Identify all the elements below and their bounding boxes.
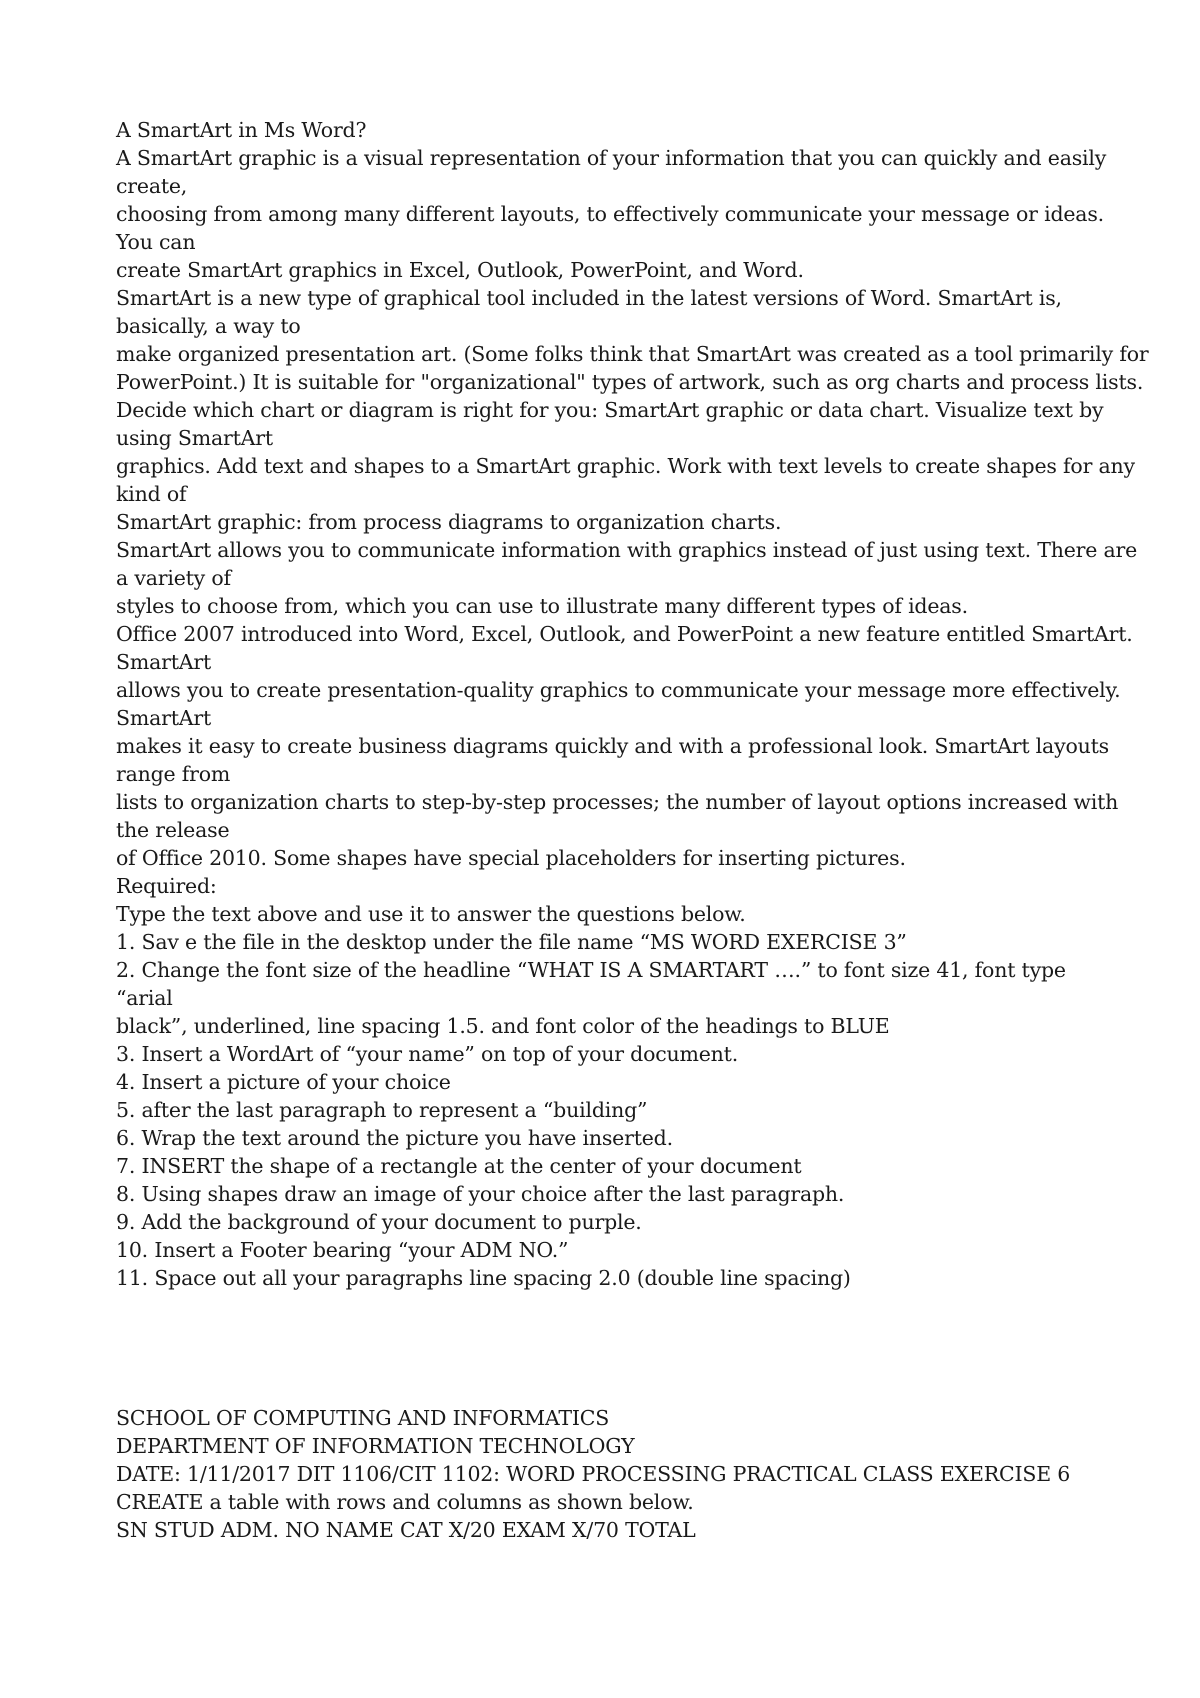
text-line: 7. INSERT the shape of a rectangle at the center of your document xyxy=(116,1154,802,1178)
text-line: Decide which chart or diagram is right for you: SmartArt graphic or data chart. Visualize text by xyxy=(116,398,1104,422)
text-line: PowerPoint.) It is suitable for "organizational" types of artwork, such as org charts and process lists. xyxy=(116,370,1144,394)
text-line: Required: xyxy=(116,874,217,898)
text-line: SmartArt is a new type of graphical tool included in the latest versions of Word. SmartArt is, xyxy=(116,286,1062,310)
text-line: 3. Insert a WordArt of “your name” on top of your document. xyxy=(116,1042,739,1066)
text-line: black”, underlined, line spacing 1.5. and font color of the headings to BLUE xyxy=(116,1014,890,1038)
text-line: make organized presentation art. (Some folks think that SmartArt was created as a tool primarily for xyxy=(116,342,1149,366)
text-line: using SmartArt xyxy=(116,426,273,450)
text-line: A SmartArt in Ms Word? xyxy=(116,118,367,142)
text-line: styles to choose from, which you can use to illustrate many different types of ideas. xyxy=(116,594,968,618)
text-line: 1. Sav e the file in the desktop under the file name “MS WORD EXERCISE 3” xyxy=(116,930,907,954)
text-line: 6. Wrap the text around the picture you have inserted. xyxy=(116,1126,673,1150)
text-line: lists to organization charts to step-by-step processes; the number of layout options increased with xyxy=(116,790,1119,814)
spacer xyxy=(116,1292,1096,1404)
text-line: range from xyxy=(116,762,231,786)
header-text-line: DATE: 1/11/2017 DIT 1106/CIT 1102: WORD PROCESSING PRACTICAL CLASS EXERCISE 6 xyxy=(116,1462,1071,1486)
text-line: SmartArt xyxy=(116,650,211,674)
text-line: SmartArt xyxy=(116,706,211,730)
exercise-header-text xyxy=(116,1404,1096,1544)
header-text-line: SN STUD ADM. NO NAME CAT X/20 EXAM X/70 TOTAL xyxy=(116,1518,696,1542)
text-line: kind of xyxy=(116,482,187,506)
text-line: 11. Space out all your paragraphs line spacing 2.0 (double line spacing) xyxy=(116,1266,851,1290)
text-line: basically, a way to xyxy=(116,314,301,338)
text-line: 5. after the last paragraph to represent a “building” xyxy=(116,1098,648,1122)
text-line: 9. Add the background of your document to purple. xyxy=(116,1210,642,1234)
text-line: makes it easy to create business diagrams quickly and with a professional look. SmartArt layouts xyxy=(116,734,1109,758)
text-line: allows you to create presentation-quality graphics to communicate your message more effectively. xyxy=(116,678,1121,702)
text-line: a variety of xyxy=(116,566,231,590)
text-line: create SmartArt graphics in Excel, Outlook, PowerPoint, and Word. xyxy=(116,258,804,282)
header-text-line: SCHOOL OF COMPUTING AND INFORMATICS xyxy=(116,1406,610,1430)
main-text xyxy=(116,116,1149,1292)
text-line: choosing from among many different layouts, to effectively communicate your message or ideas. xyxy=(116,202,1104,226)
text-line: 10. Insert a Footer bearing “your ADM NO.” xyxy=(116,1238,569,1262)
header-text-line: DEPARTMENT OF INFORMATION TECHNOLOGY xyxy=(116,1434,635,1458)
text-line: You can xyxy=(116,230,196,254)
text-line: Type the text above and use it to answer the questions below. xyxy=(116,902,746,926)
text-line: A SmartArt graphic is a visual representation of your information that you can quickly and easily xyxy=(116,146,1107,170)
text-line: of Office 2010. Some shapes have special placeholders for inserting pictures. xyxy=(116,846,906,870)
text-line: create, xyxy=(116,174,188,198)
text-line: “arial xyxy=(116,986,173,1010)
text-line: 2. Change the font size of the headline “WHAT IS A SMARTART ….” to font size 41, font type xyxy=(116,958,1066,982)
header-text-line: CREATE a table with rows and columns as shown below. xyxy=(116,1490,694,1514)
text-line: SmartArt graphic: from process diagrams to organization charts. xyxy=(116,510,782,534)
text-line: the release xyxy=(116,818,230,842)
text-line: graphics. Add text and shapes to a SmartArt graphic. Work with text levels to create shapes for any xyxy=(116,454,1135,478)
text-line: 8. Using shapes draw an image of your choice after the last paragraph. xyxy=(116,1182,845,1206)
text-line: 4. Insert a picture of your choice xyxy=(116,1070,451,1094)
text-line: SmartArt allows you to communicate information with graphics instead of just using text. There are xyxy=(116,538,1138,562)
text-line: Office 2007 introduced into Word, Excel, Outlook, and PowerPoint a new feature entitled SmartArt. xyxy=(116,622,1133,646)
document-body xyxy=(116,116,1149,1544)
